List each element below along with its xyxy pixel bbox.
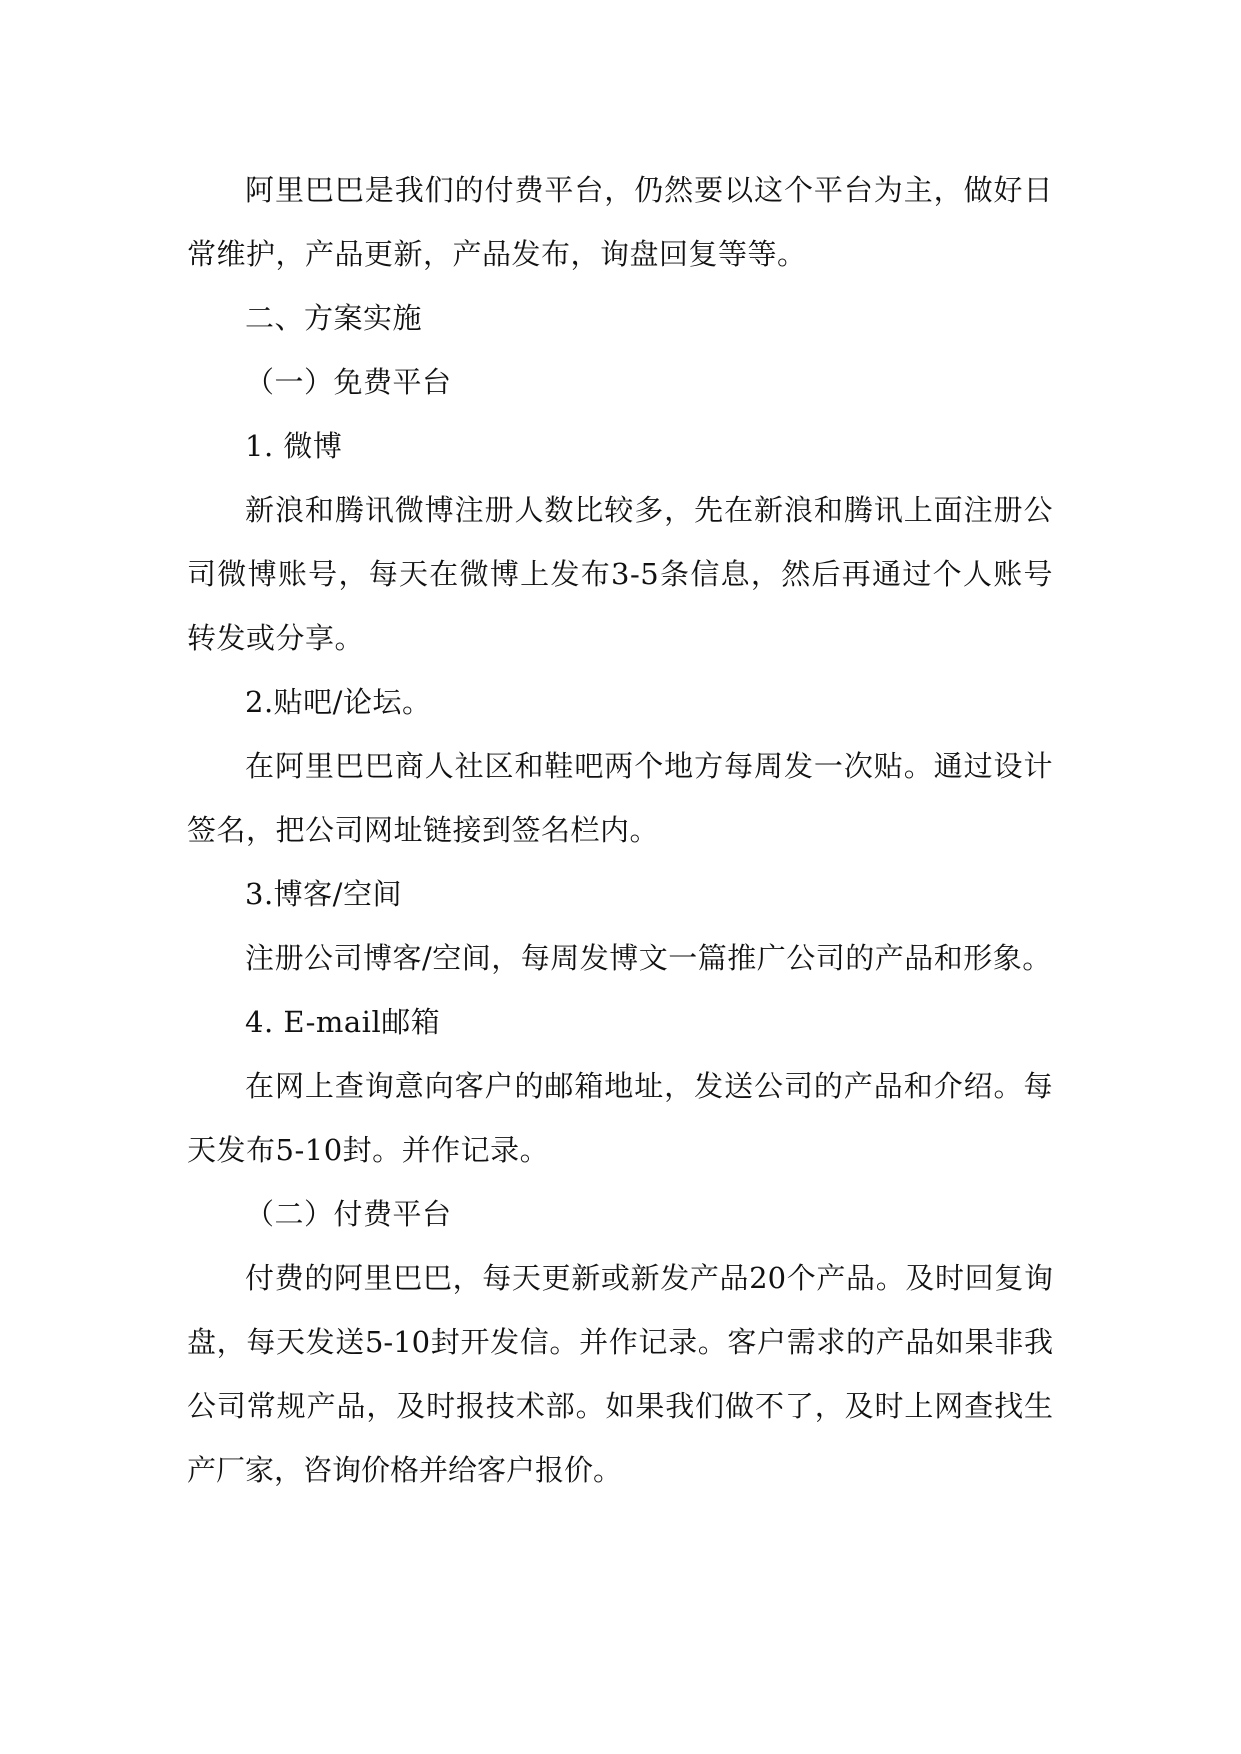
item-heading-email: 4. E-mail邮箱: [245, 1005, 441, 1039]
paid-platform-paragraph: 付费的阿里巴巴，每天更新或新发产品20个产品。及时回复询盘，每天发送5-10封开发信。并作记录。客户需求的产品如果非我公司常规产品，及时报技术部。如果我们做不了，及时上网查找生产厂家，咨询价格并给客户报价。: [187, 1261, 1053, 1487]
tieba-forum-paragraph: 在阿里巴巴商人社区和鞋吧两个地方每周发一次贴。通过设计签名，把公司网址链接到签名栏内。: [187, 749, 1053, 847]
weibo-paragraph: 新浪和腾讯微博注册人数比较多，先在新浪和腾讯上面注册公司微博账号，每天在微博上发布3-5条信息，然后再通过个人账号转发或分享。: [187, 493, 1053, 655]
document-page: [187, 158, 1053, 1502]
subsection-heading-paid-platforms: （二）付费平台: [245, 1197, 452, 1231]
item-heading-blog-space: 3.博客/空间: [245, 877, 402, 911]
intro-paragraph: 阿里巴巴是我们的付费平台，仍然要以这个平台为主，做好日常维护，产品更新，产品发布，询盘回复等等。: [187, 173, 1053, 271]
section-heading-implementation: 二、方案实施: [245, 301, 423, 335]
subsection-heading-free-platforms: （一）免费平台: [245, 365, 452, 399]
item-heading-tieba-forum: 2.贴吧/论坛。: [245, 685, 432, 719]
item-heading-weibo: 1. 微博: [245, 429, 343, 463]
blog-space-paragraph: 注册公司博客/空间，每周发博文一篇推广公司的产品和形象。: [245, 941, 1052, 975]
email-paragraph: 在网上查询意向客户的邮箱地址，发送公司的产品和介绍。每天发布5-10封。并作记录。: [187, 1069, 1053, 1167]
